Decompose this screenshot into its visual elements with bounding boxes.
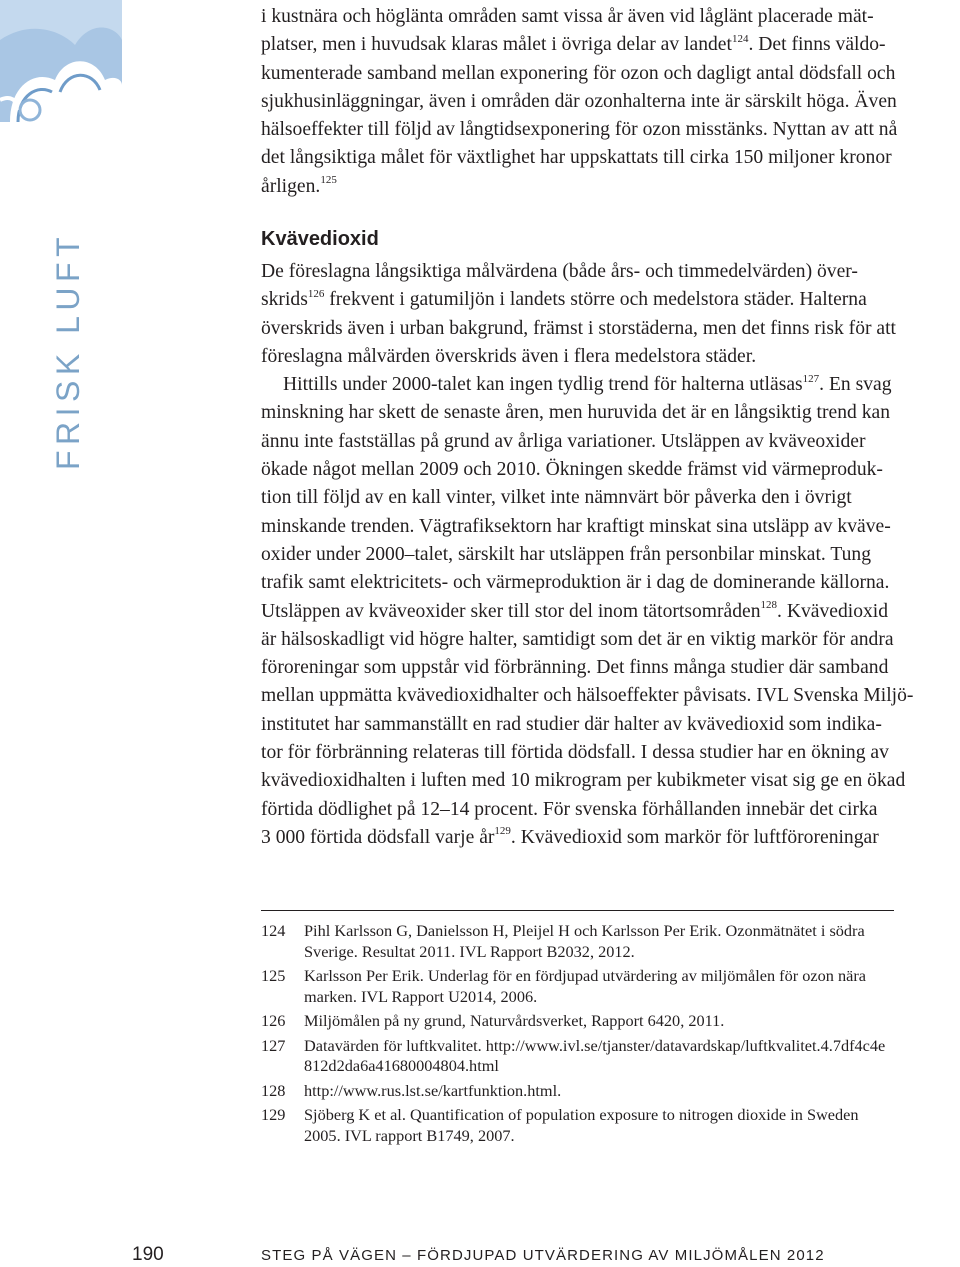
text-line: överskrids även i urban bakgrund, främst i storstäderna, men det finns risk för att bbox=[261, 317, 896, 339]
paragraph-1 bbox=[261, 258, 958, 371]
footnote-item bbox=[261, 1011, 958, 1032]
footnote-number: 124 bbox=[261, 921, 286, 940]
footnote-ref: 127 bbox=[802, 372, 820, 385]
text-line: Hittills under 2000-talet kan ingen tydlig trend för halterna utläsas$^{127}$. En svag bbox=[283, 372, 892, 396]
footnote-number: 128 bbox=[261, 1080, 286, 1100]
footnote-text: Pihl Karlsson G, Danielsson H, Pleijel H och Karlsson Per Erik. Ozonmätnätet i södra Sverige. Resultat 2011. IVL Rapport B2032, 2012. bbox=[304, 921, 865, 961]
page-number: 190 bbox=[132, 1244, 164, 1265]
footnote-item bbox=[261, 1036, 958, 1077]
text-line: föreslagna målvärden överskrids även i flera medelstora städer. bbox=[261, 345, 757, 367]
footnote-ref: 129 bbox=[494, 825, 511, 838]
text-line: hälsoeffekter till följd av långtidsexponering för ozon misstänks. Nyttan av att nå bbox=[261, 119, 898, 141]
footnote-item bbox=[261, 1105, 958, 1146]
text-line: tor för förbränning relateras till förtida dödsfall. I dessa studier har en ökning av bbox=[261, 742, 889, 764]
text-line: platser, men i huvudsak klaras målet i övriga delar av landet$^{124}$. Det finns väldo- bbox=[261, 32, 886, 56]
section-side-label: FRISK LUFT bbox=[50, 231, 86, 470]
footnote-item bbox=[261, 966, 958, 1007]
text-line: förtida dödlighet på 12–14 procent. För svenska förhållanden innebär det cirka bbox=[261, 798, 878, 820]
text-line: tion till följd av en kall vinter, vilket inte nämnvärt bör påverka den i övrigt bbox=[261, 487, 852, 509]
footnote-number: 129 bbox=[261, 1105, 286, 1124]
text-line: institutet har sammanställt en rad studier där halter av kvävedioxid som indika- bbox=[261, 713, 882, 735]
text-line: ökade något mellan 2009 och 2010. Ökningen skedde främst vid värmeproduk- bbox=[261, 459, 883, 481]
footnote-ref: 128 bbox=[760, 599, 778, 612]
text-line: De föreslagna långsiktiga målvärdena (både års- och timmedelvärden) över- bbox=[261, 261, 858, 282]
text-line: föroreningar som uppstår vid förbränning. Det finns många studier där samband bbox=[261, 657, 889, 679]
text-line: årligen.$^{125}$ bbox=[261, 174, 337, 197]
text-line: i kustnära och höglänta områden samt vissa år även vid låglänt placerade mät- bbox=[261, 6, 874, 27]
running-title: STEG PÅ VÄGEN – FÖRDJUPAD UTVÄRDERING AV MILJÖMÅLEN 2012 bbox=[261, 1247, 825, 1264]
text-line: är hälsoskadligt vid högre halter, samtidigt som det är en viktig markör för andra bbox=[261, 628, 894, 650]
text-line: oxider under 2000–talet, särskilt har utsläppen från personbilar minskat. Tung bbox=[261, 543, 872, 565]
text-line: kvävedioxidhalten i luften med 10 mikrogram per kubikmeter visat sig ge en ökad bbox=[261, 770, 906, 792]
footnote-text: Miljömålen på ny grund, Naturvårdsverket, Rapport 6420, 2011. bbox=[304, 1011, 725, 1030]
text-line: trafik samt elektricitets- och värmeproduktion är i dag de dominerande källorna. bbox=[261, 572, 890, 594]
section-heading: Kvävedioxid bbox=[261, 228, 379, 250]
footnote-number: 125 bbox=[261, 966, 286, 985]
text-line: 3 000 förtida dödsfall varje $år^{129}$. Kvävedioxid som markör för luftföroreningar bbox=[261, 825, 879, 848]
text-line: kumenterade samband mellan exponering för ozon och dagligt antal dödsfall och bbox=[261, 62, 896, 84]
footnote-text: http://www.rus.lst.se/kartfunktion.html. bbox=[304, 1080, 562, 1100]
footnote-ref: 126 bbox=[307, 287, 325, 300]
footnote-item bbox=[261, 921, 958, 962]
section-body bbox=[261, 258, 958, 852]
frisk-luft-logo-icon bbox=[0, 0, 122, 122]
text-line: ännu inte fastställas på grund av årliga variationer. Utsläppen av kväveoxider bbox=[261, 430, 866, 452]
text-line: minskande trenden. Vägtrafiksektorn har kraftigt minskat sina utsläpp av kväve- bbox=[261, 515, 891, 537]
text-line: skrids$^{126}$ frekvent i gatumiljön i landets större och medelstora städer. Halterna bbox=[261, 287, 867, 311]
footnote-ref: 124 bbox=[731, 32, 749, 45]
text-line: mellan uppmätta kvävedioxidhalter och hälsoeffekter påvisats. IVL Svenska Miljö- bbox=[261, 685, 914, 707]
footnotes bbox=[261, 921, 958, 1150]
text-line: minskning har skett de senaste åren, men huruvida det är en långsiktig trend kan bbox=[261, 402, 890, 424]
footnote-text: Datavärden för luftkvalitet. http://www.ivl.se/tjanster/datavardskap/luftkvalitet.4.7df4c4e 812d2da6a41680004804.html bbox=[304, 1035, 886, 1075]
intro-paragraph bbox=[261, 3, 958, 201]
paragraph-2 bbox=[261, 371, 958, 852]
footnote-item bbox=[261, 1081, 958, 1102]
text-line: det långsiktiga målet för växtlighet har uppskattats till cirka 150 miljoner kronor bbox=[261, 147, 892, 169]
text-line: Utsläppen av kväveoxider sker till stor del inom tätortsområden$^{128}$. Kvävedioxid bbox=[261, 599, 889, 622]
footnote-ref: 125 bbox=[320, 174, 337, 187]
footnote-text: Sjöberg K et al. Quantification of population exposure to nitrogen dioxide in Sweden 2005. IVL rapport B1749, 2007. bbox=[304, 1105, 859, 1145]
footnote-number: 126 bbox=[261, 1011, 286, 1030]
footnote-divider bbox=[261, 910, 894, 911]
footnote-number: 127 bbox=[261, 1035, 286, 1055]
footnote-text: Karlsson Per Erik. Underlag för en fördjupad utvärdering av miljömålen för ozon nära marken. IVL Rapport U2014, 2006. bbox=[304, 966, 866, 1006]
text-line: sjukhusinläggningar, även i områden där ozonhalterna inte är särskilt höga. Även bbox=[261, 90, 897, 112]
